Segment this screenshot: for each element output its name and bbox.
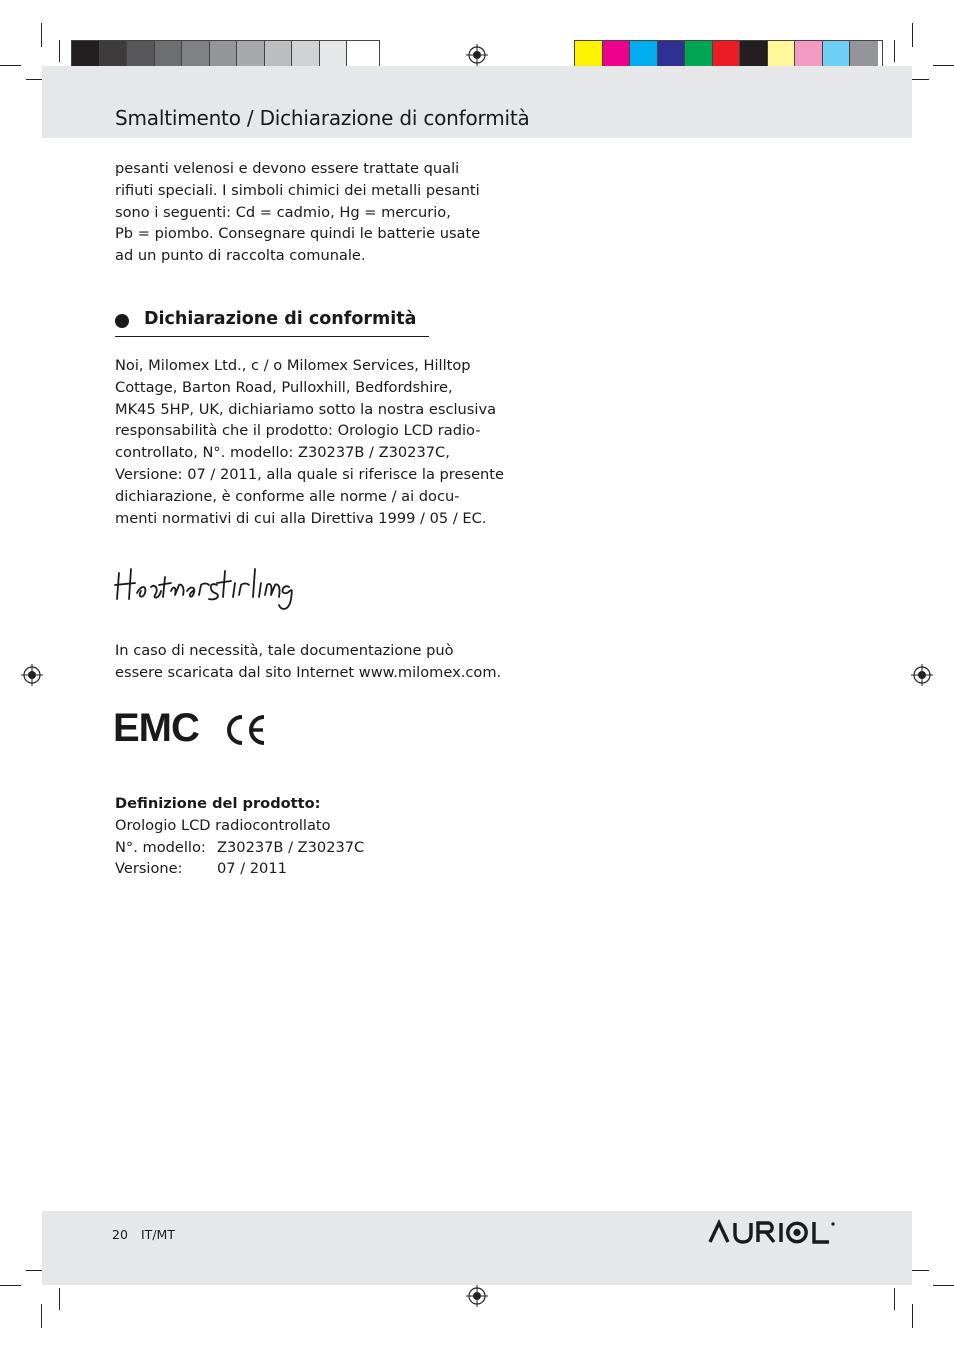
text-line: Versione: 07 / 2011, alla quale si riferisce la presente [115,465,504,483]
signature-image [113,555,373,615]
intro-paragraph [115,158,481,267]
text-line: Pb = piombo. Consegnare quindi le batterie usate [115,225,481,243]
text-line: controllato, N°. modello: Z30237B / Z30237C, [115,444,450,462]
text-line: essere scaricata dal sito Internet www.milomex.com. [115,663,502,681]
emc-mark: EMC [113,706,199,750]
language-code: IT/MT [141,1227,175,1242]
ce-mark-icon [222,712,268,748]
gray-swatch-5 [210,41,238,68]
color-swatch-6 [740,41,768,68]
gray-swatch-2 [127,41,155,68]
version-label: Versione: [115,860,183,878]
text-line: pesanti velenosi e devono essere trattate quali [115,160,460,177]
registration-mark-bottom-icon [466,1285,488,1307]
definition-version-row [115,858,475,880]
gray-swatch-9 [320,41,348,68]
gray-swatch-3 [155,41,183,68]
crop-mark-tr-v2 [894,40,895,62]
crop-mark-tl-v2 [59,40,60,62]
model-label: N°. modello: [115,838,206,856]
model-value: Z30237B / Z30237C [217,838,365,856]
text-line: Cottage, Barton Road, Pulloxhill, Bedfordshire, [115,378,453,396]
version-value: 07 / 2011 [217,860,287,878]
crop-mark-tl-v [41,23,42,47]
page-number: 20 [112,1227,128,1242]
crop-mark-bl-v [41,1304,42,1328]
text-line: MK45 5HP, UK, dichiariamo sotto la nostra esclusiva [115,400,497,418]
text-line: rifiuti speciali. I simboli chimici dei metalli pesanti [115,181,480,199]
text-line: Noi, Milomex Ltd., c / o Milomex Services, Hilltop [115,357,471,374]
color-swatch-5 [713,41,741,68]
color-swatch-7 [768,41,796,68]
text-line: In caso di necessità, tale documentazione può [115,642,454,659]
color-swatch-8 [795,41,823,68]
color-calibration-bar [574,40,883,69]
color-swatch-2 [630,41,658,68]
bullet-icon [115,314,129,328]
text-line: dichiarazione, è conforme alle norme / ai docu- [115,487,460,505]
gray-swatch-10 [347,41,375,68]
color-swatch-9 [823,41,851,68]
color-swatch-4 [685,41,713,68]
registration-mark-top-icon [466,44,488,66]
color-swatch-3 [658,41,686,68]
download-paragraph [115,640,502,684]
text-line: responsabilità che il prodotto: Orologio LCD radio- [115,422,481,440]
section-heading-text: Dichiarazione di conformità [144,309,417,329]
color-swatch-0 [575,41,603,68]
definition-product: Orologio LCD radiocontrollato [115,816,331,834]
registration-mark-left-icon [21,664,43,686]
section-heading [115,308,429,337]
text-line: sono i seguenti: Cd = cadmio, Hg = mercurio, [115,203,451,221]
crop-mark-bl-h [0,1285,21,1286]
text-line: ad un punto di raccolta comunale. [115,247,366,265]
product-definition [115,793,475,880]
crop-mark-bl-v2 [59,1288,60,1310]
auriol-logo [708,1218,842,1246]
text-line: menti normativi di cui alla Direttiva 1999 / 05 / EC. [115,509,487,527]
grayscale-calibration-bar [71,40,380,69]
crop-mark-br-h [933,1285,954,1286]
crop-mark-br-v [912,1304,913,1328]
crop-mark-br-v2 [894,1288,895,1310]
declaration-paragraph [115,355,504,529]
page-title: Smaltimento / Dichiarazione di conformità [115,106,530,130]
crop-mark-tr-h [933,65,954,66]
definition-model-row [115,837,475,859]
color-swatch-1 [603,41,631,68]
gray-swatch-7 [265,41,293,68]
gray-swatch-0 [72,41,100,68]
gray-swatch-4 [182,41,210,68]
definition-title: Definizione del prodotto: [115,795,321,812]
gray-swatch-8 [292,41,320,68]
registration-mark-right-icon [911,664,933,686]
color-swatch-10 [850,41,878,68]
gray-swatch-1 [100,41,128,68]
gray-swatch-6 [237,41,265,68]
crop-mark-tl-h [0,65,21,66]
crop-mark-tr-v [912,23,913,47]
